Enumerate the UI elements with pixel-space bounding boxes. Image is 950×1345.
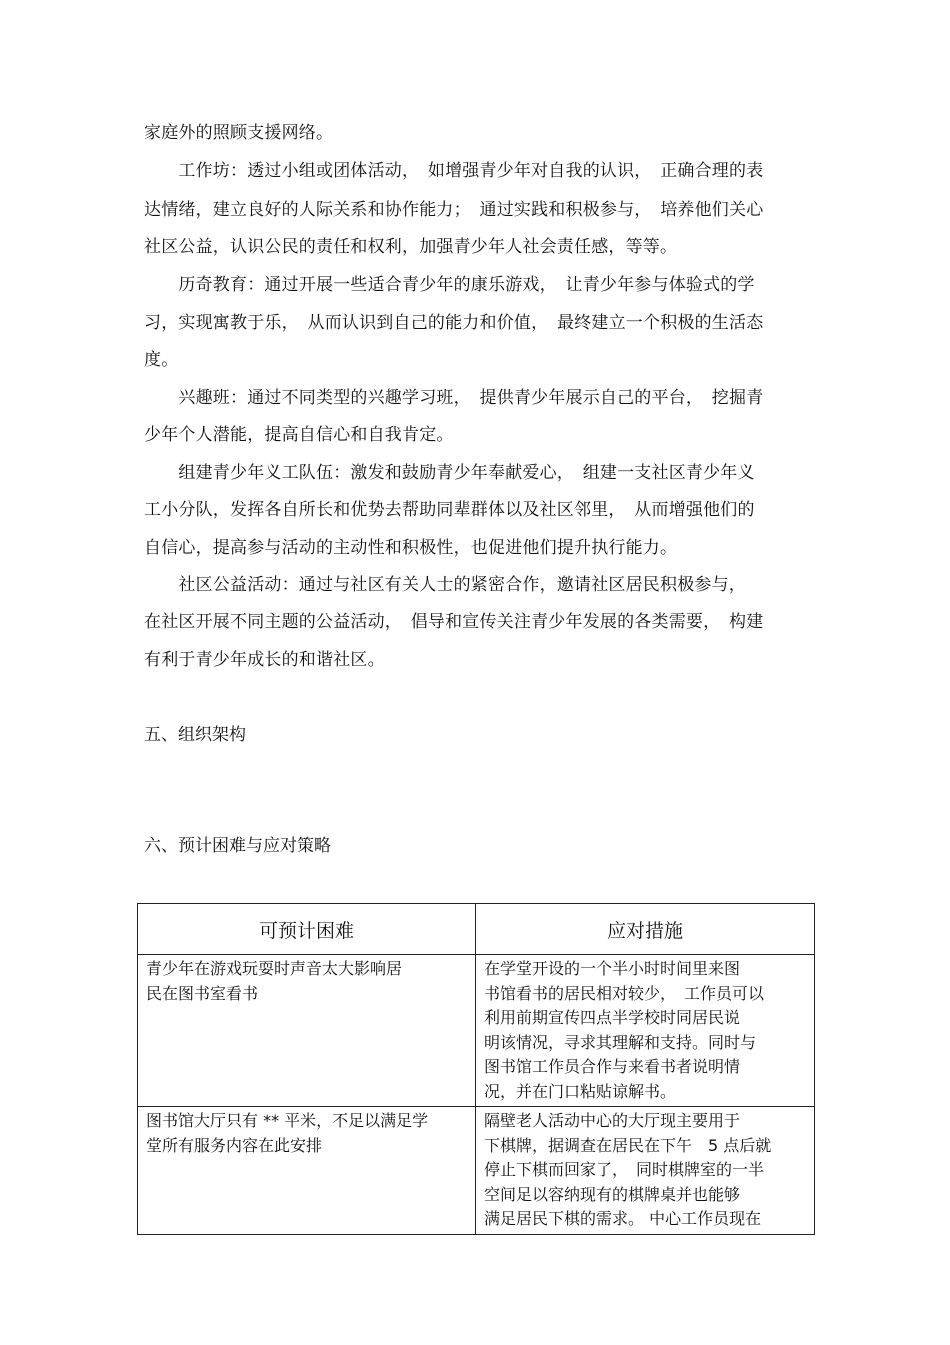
cell-text-line: 利用前期宣传四点半学校时同居民说 — [484, 1008, 741, 1027]
cell-text-line: 空间足以容纳现有的棋牌桌并也能够 — [484, 1184, 741, 1204]
table-header-row — [138, 904, 815, 955]
cell-text-line: 下棋牌，据调查在居民在下午 5 点后就 — [484, 1135, 772, 1155]
section-heading-difficulties: 六、预计困难与应对策略 — [144, 836, 331, 856]
cell-text-line: 满足居民下棋的需求。 中心工作员现在 — [484, 1209, 762, 1228]
cell-text-line: 况，并在门口粘贴谅解书。 — [484, 1081, 677, 1101]
cell-text-line: 停止下棋而回家了， 同时棋牌室的一半 — [484, 1160, 765, 1179]
body-text-line: 工小分队，发挥各自所长和优势去帮助同辈群体以及社区邻里， 从而增强他们的 — [144, 500, 755, 520]
body-text-line: 度。 — [144, 350, 179, 370]
cell-text-line: 书馆看书的居民相对较少， 工作员可以 — [484, 983, 765, 1003]
body-text-line: 习，实现寓教于乐， 从而认识到自己的能力和价值， 最终建立一个积极的生活态 — [144, 313, 764, 333]
difficulty-cell — [138, 955, 476, 1107]
difficulties-table — [137, 903, 815, 1235]
cell-text-line: 民在图书室看书 — [146, 983, 259, 1003]
cell-text-line: 在学堂开设的一个半小时时间里来图 — [484, 959, 741, 978]
body-text-line: 家庭外的照顾支援网络。 — [144, 123, 334, 143]
cell-text-line: 图书馆工作员合作与来看书者说明情 — [484, 1057, 741, 1076]
body-text-line: 有利于青少年成长的和谐社区。 — [144, 650, 385, 670]
section-heading-organization: 五、组织架构 — [144, 725, 246, 745]
header-measure: 应对措施 — [476, 904, 815, 955]
body-text-line: 社区公益活动：通过与社区有关人士的紧密合作，邀请社区居民积极参与， — [144, 575, 746, 595]
body-text-line: 达情绪，建立良好的人际关系和协作能力； 通过实践和积极参与， 培养他们关心 — [144, 200, 764, 220]
cell-text-line: 青少年在游戏玩耍时声音太大影响居 — [146, 959, 403, 978]
cell-text-line: 堂所有服务内容在此安排 — [146, 1135, 323, 1155]
cell-text-line: 明该情况，寻求其理解和支持。同时与 — [484, 1032, 757, 1052]
body-text-line: 组建青少年义工队伍：激发和鼓励青少年奉献爱心， 组建一支社区青少年义 — [144, 463, 755, 483]
body-text-line: 历奇教育：通过开展一些适合青少年的康乐游戏， 让青少年参与体验式的学 — [144, 275, 755, 295]
body-text-line: 兴趣班：通过不同类型的兴趣学习班， 提供青少年展示自己的平台， 挖掘青 — [144, 388, 764, 408]
cell-text-line: 隔壁老人活动中心的大厅现主要用于 — [484, 1111, 741, 1130]
table-row — [138, 955, 815, 1107]
measure-cell — [476, 955, 815, 1107]
body-text-line: 少年个人潜能，提高自信心和自我肯定。 — [144, 425, 454, 445]
measure-cell — [476, 1107, 815, 1235]
table-row — [138, 1107, 815, 1235]
header-difficulty: 可预计困难 — [138, 904, 476, 955]
body-text-line: 在社区开展不同主题的公益活动， 倡导和宣传关注青少年发展的各类需要， 构建 — [144, 612, 764, 632]
body-text-line: 社区公益，认识公民的责任和权利，加强青少年人社会责任感，等等。 — [144, 237, 678, 257]
body-text-line: 自信心，提高参与活动的主动性和积极性，也促进他们提升执行能力。 — [144, 538, 678, 558]
difficulty-cell — [138, 1107, 476, 1235]
cell-text-line: 图书馆大厅只有 ** 平米，不足以满足学 — [146, 1111, 429, 1130]
body-text-line: 工作坊：透过小组或团体活动， 如增强青少年对自我的认识， 正确合理的表 — [144, 161, 764, 181]
